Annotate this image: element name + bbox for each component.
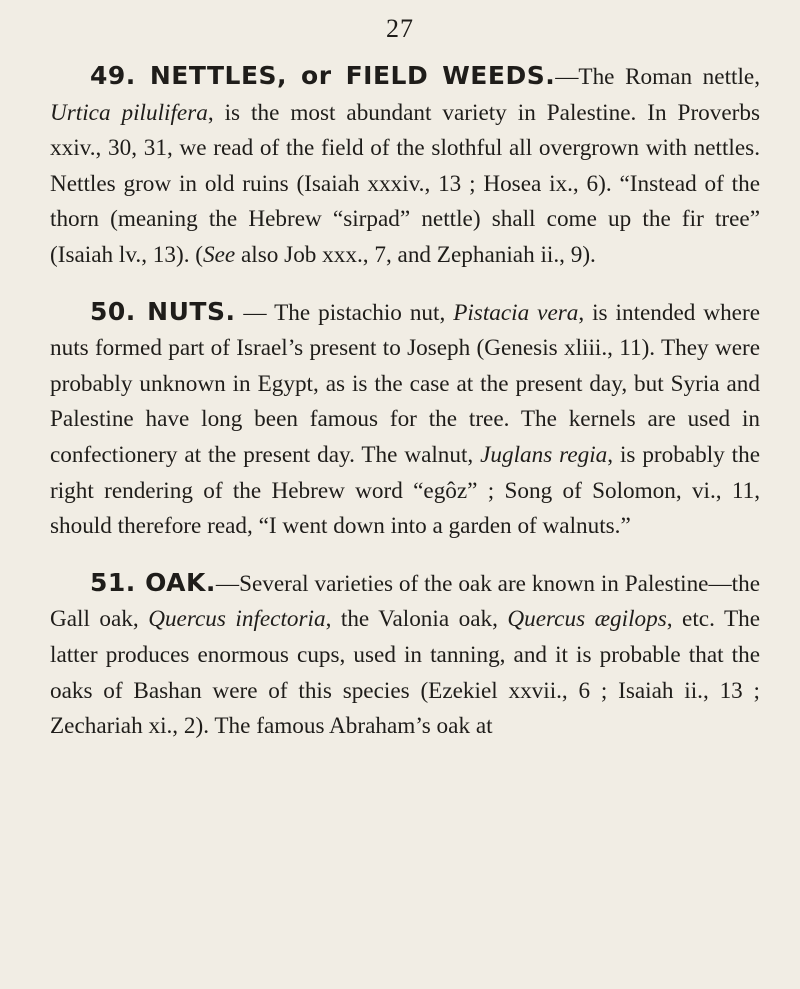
latin-name: Quercus infectoria — [148, 606, 326, 633]
entry-text: also Job xxx., 7, and Zephaniah ii., 9). — [235, 241, 596, 268]
entry-oak — [50, 565, 760, 745]
entry-nettles — [50, 58, 760, 274]
entry-title: NUTS. — [147, 296, 236, 326]
entry-text: , is intended where nuts formed part of Israel’s present to Joseph (Genesis xliii., 11). They were probably unknown in Egypt, as is the case at the present day, but Syria and Palestine have long been famous for the tree. The kernels are used in confectionery at the present day. The walnut, — [50, 299, 760, 468]
latin-name: Pistacia vera — [453, 299, 579, 326]
entry-number: 51. — [90, 567, 136, 597]
entry-title: NETTLES, or FIELD WEEDS. — [149, 61, 556, 90]
entry-text: , is probably the right rendering of the Hebrew word “egôz” ; Song of Solomon, vi., 11, should therefore read, “I went down into a garden of walnuts.” — [50, 441, 760, 540]
entry-title: OAK. — [145, 567, 216, 597]
entry-text: —Several varieties of the oak are known in Palestine—the Gall oak, — [50, 570, 760, 633]
latin-name: Quercus ægilops — [507, 606, 667, 633]
entry-text: —The Roman nettle, — [555, 64, 760, 90]
entry-text: , etc. The latter produces enormous cups, used in tanning, and it is probable that the oaks of Bashan were of this species (Ezekiel xxvii., 6 ; Isaiah ii., 13 ; Zechariah xi., 2). The famous Abraham’s oak at — [50, 606, 760, 740]
page-body — [50, 58, 760, 745]
latin-name: Juglans regia — [480, 441, 608, 468]
entry-text: , is the most abundant variety in Palestine. In Proverbs xxiv., 30, 31, we read of the field of the slothful all overgrown with nettles. Nettles grow in old ruins (Isaiah xxxiv., 13 ; Hosea ix., 6). “Instead of the thorn (meaning the Hebrew “sirpad” nettle) shall come up the fir tree” (Isaiah lv., 13). ( — [50, 99, 760, 268]
entry-nuts — [50, 294, 760, 545]
entry-text: , the Valonia oak, — [325, 606, 508, 633]
page-number: 27 — [386, 14, 414, 43]
entry-number: 50. — [90, 296, 136, 326]
see-reference: See — [203, 241, 236, 268]
entry-number: 49. — [90, 61, 136, 90]
entry-text: — The pistachio nut, — [235, 299, 454, 326]
entry-heading — [50, 61, 555, 90]
latin-name: Urtica pilulifera — [50, 99, 208, 126]
entry-heading — [50, 297, 235, 326]
entry-heading — [50, 568, 216, 597]
